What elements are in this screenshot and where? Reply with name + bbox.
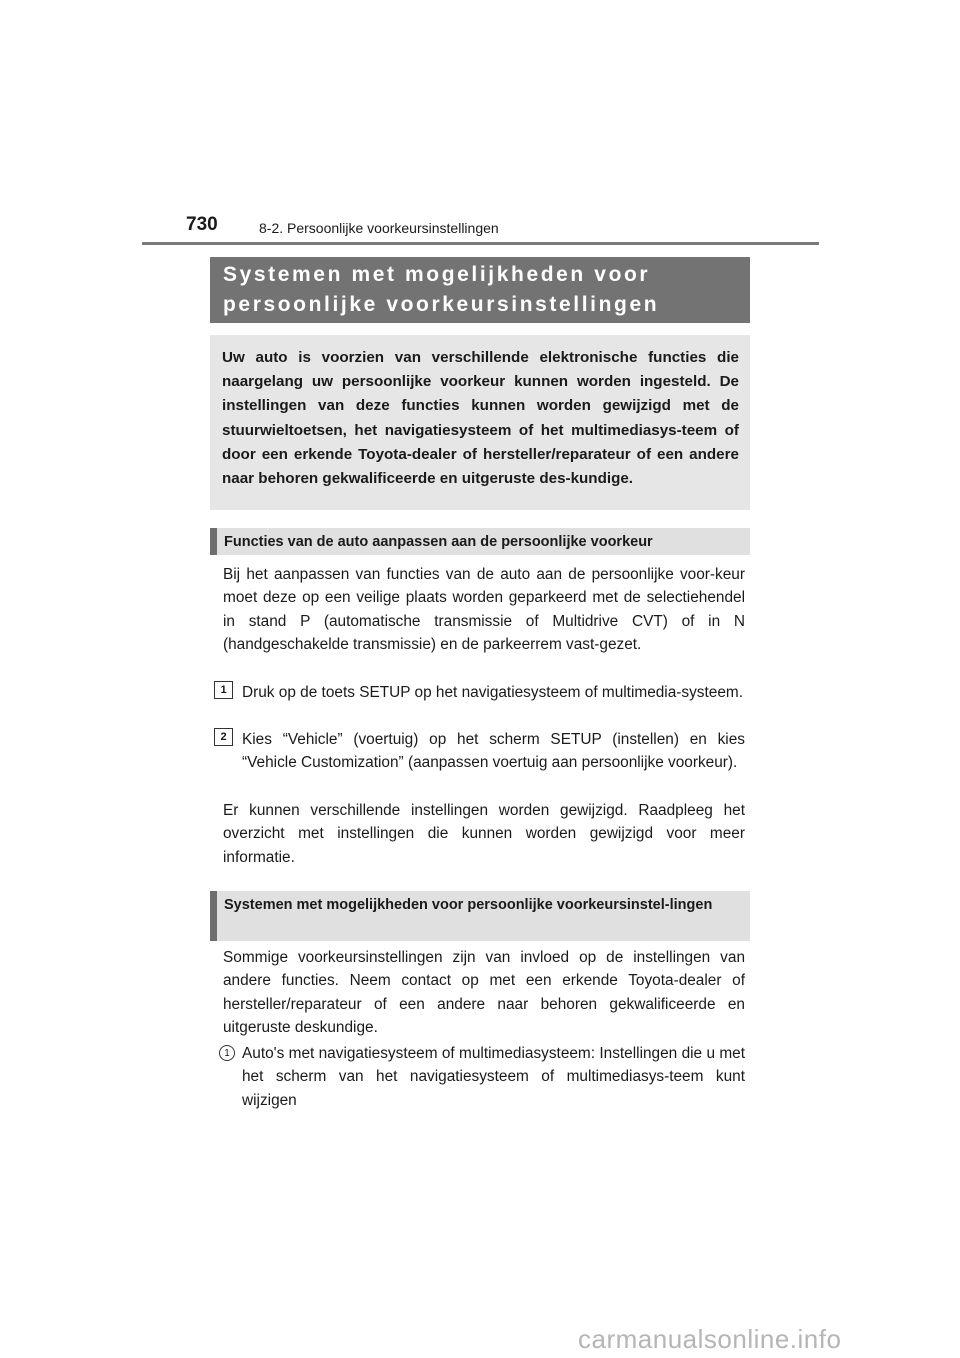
systems-paragraph: Sommige voorkeursinstellingen zijn van invloed op de instellingen van andere functies. Neem contact op met een erkende Toyota-dealer of hersteller/reparateur of een andere naar behoren gekwalificeerde en uitgeruste deskundige. <box>223 949 745 1037</box>
section-heading-customize: Functies van de auto aanpassen aan de persoonlijke voorkeur <box>210 528 750 555</box>
list-item-text: Auto's met navigatiesysteem of multimediasysteem: Instellingen die u met het scherm van het navigatiesysteem of multimediasys-teem kunt wijzigen <box>242 1045 745 1109</box>
circled-number-badge: 1 <box>219 1045 235 1061</box>
header-divider <box>142 242 819 245</box>
step-text: Kies “Vehicle” (voertuig) op het scherm SETUP (instellen) en kies “Vehicle Customization” (aanpassen voertuig aan persoonlijke voorkeur). <box>242 731 745 772</box>
step-text: Druk op de toets SETUP op het navigatiesysteem of multimedia-systeem. <box>242 684 743 701</box>
step-number-badge: 2 <box>214 728 233 746</box>
step-number-badge: 1 <box>214 681 233 699</box>
page-number: 730 <box>186 214 218 235</box>
intro-box: Uw auto is voorzien van verschillende elektronische functies die naargelang uw persoonlijke voorkeur kunnen worden ingesteld. De instellingen van deze functies kunnen worden gewijzigd met de stuurwieltoetsen, het navigatiesysteem of het multimediasys-teem of door een erkende Toyota-dealer of hersteller/reparateur of een andere naar behoren gekwalificeerde en uitgeruste des-kundige. <box>210 335 750 510</box>
watermark: carmanualsonline.info <box>578 1324 842 1354</box>
page-title-line-2: persoonlijke voorkeursinstellingen <box>223 293 660 316</box>
settings-note-paragraph: Er kunnen verschillende instellingen worden gewijzigd. Raadpleeg het overzicht met instellingen die kunnen worden gewijzigd voor meer informatie. <box>223 802 745 866</box>
section-heading-systems: Systemen met mogelijkheden voor persoonlijke voorkeursinstel-lingen <box>210 891 750 941</box>
customize-paragraph: Bij het aanpassen van functies van de auto aan de persoonlijke voor-keur moet deze op een veilige plaats worden geparkeerd met de selectiehendel in stand P (automatische transmissie of Multidrive CVT) of in N (handgeschakelde transmissie) en de parkeerrem vast-gezet. <box>223 566 745 654</box>
section-breadcrumb: 8-2. Persoonlijke voorkeursinstellingen <box>259 220 499 236</box>
page-title <box>210 257 750 323</box>
page-title-line-1: Systemen met mogelijkheden voor <box>223 263 651 286</box>
